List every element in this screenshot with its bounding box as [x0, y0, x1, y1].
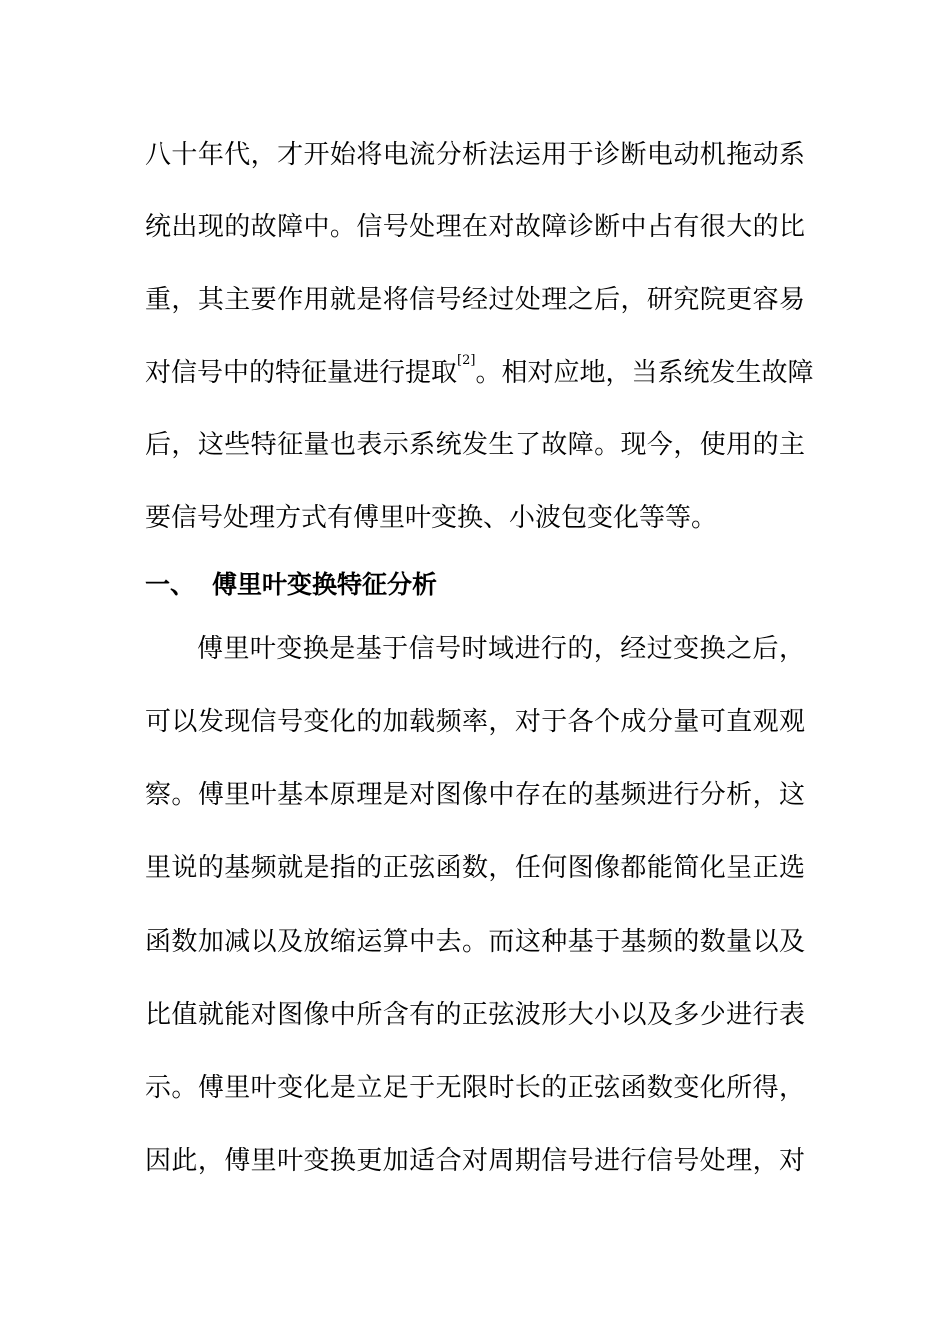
section-title: 傅里叶变换特征分析 — [212, 570, 438, 599]
paragraph-2-line-7: 示。傅里叶变化是立足于无限时长的正弦函数变化所得， — [145, 1073, 805, 1103]
section-heading — [145, 568, 437, 602]
section-number: 一、 — [145, 570, 196, 599]
paragraph-2-line-4: 里说的基频就是指的正弦函数，任何图像都能简化呈正选 — [145, 853, 805, 883]
paragraph-1-line-4-text: 对信号中的特征量进行提取 — [145, 358, 458, 388]
paragraph-1-line-2: 统出现的故障中。信号处理在对故障诊断中占有很大的比 — [145, 212, 805, 242]
paragraph-2-line-2: 可以发现信号变化的加载频率，对于各个成分量可直观观 — [145, 707, 805, 737]
paragraph-1-line-4 — [145, 353, 814, 390]
paragraph-1-line-3: 重，其主要作用就是将信号经过处理之后，研究院更容易 — [145, 285, 805, 315]
paragraph-1-line-6: 要信号处理方式有傅里叶变换、小波包变化等等。 — [145, 503, 718, 533]
paragraph-2-line-8: 因此，傅里叶变换更加适合对周期信号进行信号处理，对 — [145, 1146, 805, 1176]
paragraph-1-line-5: 后，这些特征量也表示系统发生了故障。现今，使用的主 — [145, 430, 805, 460]
paragraph-2-line-3: 察。傅里叶基本原理是对图像中存在的基频进行分析，这 — [145, 780, 805, 810]
paragraph-1-line-4-rest: 。相对应地，当系统发生故障 — [475, 358, 814, 388]
paragraph-1-line-1: 八十年代，才开始将电流分析法运用于诊断电动机拖动系 — [145, 140, 805, 170]
paragraph-2-line-5: 函数加减以及放缩运算中去。而这种基于基频的数量以及 — [145, 927, 805, 957]
paragraph-2-line-1: 傅里叶变换是基于信号时域进行的，经过变换之后， — [197, 634, 805, 664]
citation-marker: [2] — [457, 353, 476, 368]
paragraph-2-line-6: 比值就能对图像中所含有的正弦波形大小以及多少进行表 — [145, 1000, 805, 1030]
